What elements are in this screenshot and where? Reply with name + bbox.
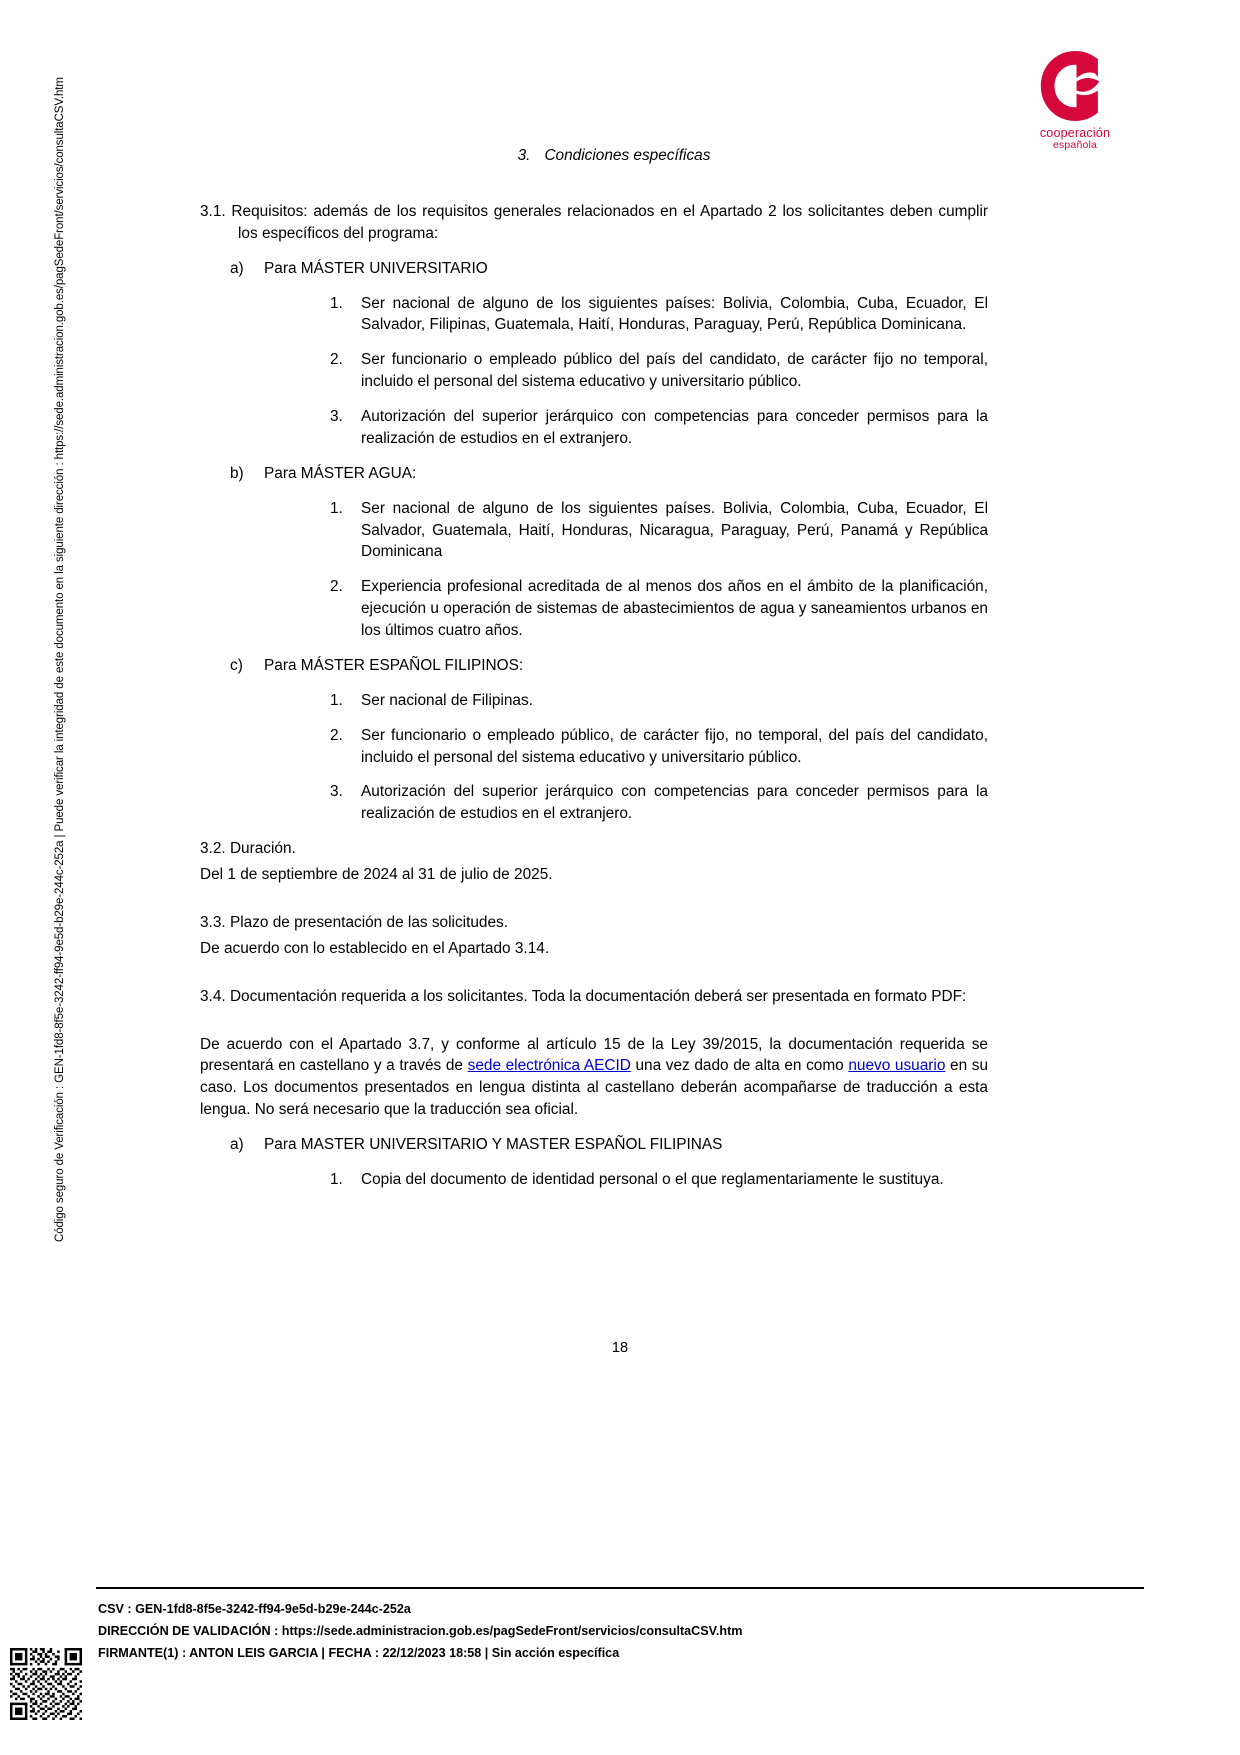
numbered-list-a — [230, 293, 988, 450]
numbered-item — [330, 781, 988, 825]
numbered-list-c — [230, 690, 988, 825]
link-paragraph-part1: De acuerdo con el Apartado 3.7, y conforme al artículo 15 de la Ley 39/2015, la documentación requerida se presentará en castellano y a través de — [200, 1035, 988, 1075]
group-b-heading: Para MÁSTER AGUA: — [264, 464, 417, 482]
lettered-group-d — [200, 1134, 988, 1191]
cooperacion-espanola-logo — [1020, 48, 1130, 156]
item-marker: 3. — [330, 783, 343, 801]
item-marker: 2. — [330, 351, 343, 369]
group-c-heading: Para MÁSTER ESPAÑOL FILIPINOS: — [264, 656, 524, 674]
group-a-marker: a) — [230, 259, 244, 277]
item-text: Ser nacional de Filipinas. — [361, 691, 533, 709]
item-marker: 1. — [330, 691, 343, 709]
lettered-item — [230, 1134, 988, 1156]
nuevo-usuario-link[interactable]: nuevo usuario — [848, 1057, 946, 1075]
item-text: Ser funcionario o empleado público del país del candidato, de carácter fijo no temporal, incluido el personal del sistema educativo y universitario público. — [361, 351, 988, 391]
group-c-marker: c) — [230, 656, 243, 674]
logo-text-cooperacion: cooperación — [1039, 126, 1111, 140]
item-marker: 2. — [330, 578, 343, 596]
footer-divider — [96, 1587, 1144, 1589]
numbered-item — [330, 349, 988, 393]
numbered-list-b — [230, 498, 988, 642]
item-text: Ser funcionario o empleado público, de carácter fijo, no temporal, del país del candidato, incluido el personal del sistema educativo y universitario público. — [361, 726, 988, 766]
cooperacion-c-icon — [1036, 48, 1114, 124]
link-paragraph-part2: una vez dado de alta en como — [630, 1057, 849, 1075]
group-a-heading: Para MÁSTER UNIVERSITARIO — [264, 259, 488, 277]
aecid-link-paragraph — [200, 1034, 988, 1122]
numbered-item — [330, 498, 988, 564]
document-content — [200, 145, 988, 1204]
numbered-item — [330, 576, 988, 642]
numbered-item — [330, 690, 988, 712]
lettered-group-a — [200, 258, 988, 450]
item-text: Autorización del superior jerárquico con competencias para conceder permisos para la realización de estudios en el extranjero. — [361, 783, 988, 823]
lettered-group-b — [200, 463, 988, 642]
item-text: Ser nacional de alguno de los siguientes países. Bolivia, Colombia, Cuba, Ecuador, El Salvador, Guatemala, Haití, Honduras, Nicaragua, Paraguay, Perú, Panamá y República Dominicana — [361, 499, 988, 561]
footer-validation-line: DIRECCIÓN DE VALIDACIÓN : https://sede.administracion.gob.es/pagSedeFront/servicios/consultaCSV.htm — [98, 1624, 743, 1639]
lettered-item — [230, 258, 988, 280]
lettered-item — [230, 655, 988, 677]
csv-verification-sidebar — [0, 0, 96, 1755]
section-3-4-paragraph: 3.4. Documentación requerida a los solicitantes. Toda la documentación deberá ser presentada en formato PDF: — [200, 987, 967, 1005]
footer-csv-line: CSV : GEN-1fd8-8f5e-3242-ff94-9e5d-b29e-244c-252a — [98, 1602, 411, 1616]
item-marker: 1. — [330, 294, 343, 312]
link-paragraph-part3: en su caso. Los documentos presentados en lengua distinta al castellano deberán acompañarse de traducción a esta lengua. No será necesario que la traducción sea oficial. — [200, 1057, 989, 1119]
item-marker: 1. — [330, 499, 343, 517]
footer-signer-line: FIRMANTE(1) : ANTON LEIS GARCIA | FECHA : 22/12/2023 18:58 | Sin acción específica — [98, 1646, 620, 1661]
section-3-1-paragraph: 3.1. Requisitos: además de los requisitos generales relacionados en el Apartado 2 los solicitantes deben cumplir los específicos del programa: — [200, 202, 988, 242]
section-3-3-heading: 3.3. Plazo de presentación de las solicitudes. — [200, 913, 509, 931]
footer-signature-block — [98, 1598, 1148, 1664]
group-d-heading: Para MASTER UNIVERSITARIO Y MASTER ESPAÑOL FILIPINAS — [264, 1136, 723, 1153]
group-d-marker: a) — [230, 1136, 244, 1153]
item-marker: 2. — [330, 726, 343, 744]
page-number: 18 — [611, 1340, 629, 1356]
lettered-item — [230, 463, 988, 485]
numbered-list-d — [230, 1169, 988, 1191]
csv-verification-text: Código seguro de Verificación : GEN-1fd8-8f5e-3242-ff94-9e5d-b29e-244c-252a | Puede verificar la integridad de este documento en la siguiente dirección : https://sede.administracion.gob.es/pagSedeFront/servicios/consultaCSV.htm — [54, 77, 66, 1242]
logo-text-espanola: española — [1052, 139, 1098, 151]
section-3-3-text: De acuerdo con lo establecido en el Apartado 3.14. — [200, 939, 550, 957]
page-title-number: 3. — [517, 147, 531, 164]
item-text: Ser nacional de alguno de los siguientes países: Bolivia, Colombia, Cuba, Ecuador, El Salvador, Filipinas, Guatemala, Haití, Honduras, Paraguay, Perú, República Dominicana. — [361, 294, 988, 334]
sede-electronica-aecid-link[interactable]: sede electrónica AECID — [467, 1057, 631, 1075]
page-title — [200, 145, 988, 167]
group-b-marker: b) — [230, 464, 244, 482]
item-marker: 3. — [330, 408, 343, 425]
section-3-2-text: Del 1 de septiembre de 2024 al 31 de julio de 2025. — [200, 866, 553, 883]
qr-code — [10, 1648, 82, 1720]
item-text: Experiencia profesional acreditada de al menos dos años en el ámbito de la planificación, ejecución u operación de sistemas de abastecimientos de agua y saneamientos urbanos en los últimos cuatro años. — [361, 578, 988, 639]
numbered-item — [330, 293, 988, 337]
numbered-item — [330, 725, 988, 769]
numbered-item — [330, 1169, 988, 1191]
item-text: Autorización del superior jerárquico con competencias para conceder permisos para la realización de estudios en el extranjero. — [361, 408, 988, 447]
item-text: Copia del documento de identidad personal o el que reglamentariamente le sustituya. — [361, 1170, 944, 1188]
lettered-group-c — [200, 655, 988, 825]
numbered-item — [330, 406, 988, 450]
item-marker: 1. — [330, 1170, 343, 1188]
page-title-text: Condiciones específicas — [544, 147, 711, 164]
section-3-2-heading: 3.2. Duración. — [200, 840, 296, 858]
